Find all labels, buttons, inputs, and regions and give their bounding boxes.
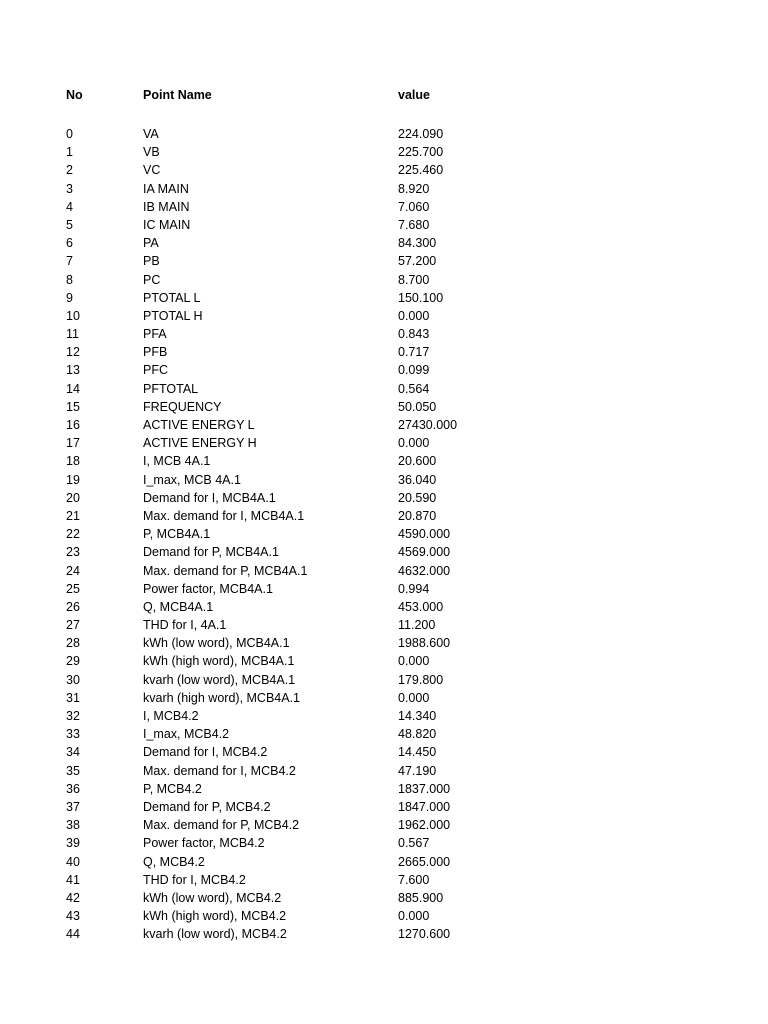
row-number: 2 bbox=[66, 163, 73, 178]
table-header bbox=[0, 86, 768, 104]
row-number: 26 bbox=[66, 599, 80, 614]
table-row bbox=[0, 671, 768, 689]
row-number: 29 bbox=[66, 654, 80, 669]
point-name: IC MAIN bbox=[143, 217, 191, 232]
point-value: 0.564 bbox=[398, 381, 430, 396]
point-name: VA bbox=[143, 127, 159, 141]
table-row bbox=[0, 907, 768, 925]
row-number: 1 bbox=[66, 145, 73, 160]
row-number: 30 bbox=[66, 672, 80, 687]
table-row bbox=[0, 307, 768, 325]
point-name: Max. demand for P, MCB4.2 bbox=[143, 818, 300, 833]
point-name: Demand for P, MCB4.2 bbox=[143, 799, 271, 814]
row-number: 41 bbox=[66, 872, 80, 887]
point-value: 20.600 bbox=[398, 454, 437, 469]
table-row bbox=[0, 434, 768, 452]
point-value: 4569.000 bbox=[398, 545, 451, 560]
point-name: Demand for I, MCB4.2 bbox=[143, 745, 268, 760]
point-value: 0.000 bbox=[398, 654, 430, 669]
point-name: ACTIVE ENERGY L bbox=[143, 418, 255, 432]
point-value: 7.680 bbox=[398, 217, 430, 232]
row-number: 19 bbox=[66, 472, 80, 487]
table-row bbox=[0, 416, 768, 434]
table-row bbox=[0, 234, 768, 252]
point-name: Max. demand for I, MCB4A.1 bbox=[143, 508, 305, 523]
point-value: 224.090 bbox=[398, 127, 444, 141]
point-name: I, MCB4.2 bbox=[143, 709, 199, 723]
point-value: 50.050 bbox=[398, 399, 437, 414]
row-number: 20 bbox=[66, 490, 80, 505]
row-number: 4 bbox=[66, 199, 73, 214]
point-name: VB bbox=[143, 145, 160, 160]
point-name: P, MCB4.2 bbox=[143, 781, 202, 796]
row-number: 32 bbox=[66, 709, 80, 723]
row-number: 23 bbox=[66, 545, 80, 560]
row-number: 27 bbox=[66, 618, 80, 633]
point-name: Power factor, MCB4A.1 bbox=[143, 581, 273, 596]
point-name: PTOTAL H bbox=[143, 308, 203, 323]
row-number: 15 bbox=[66, 399, 80, 414]
point-name: THD for I, 4A.1 bbox=[143, 618, 227, 633]
row-number: 10 bbox=[66, 308, 80, 323]
point-value: 84.300 bbox=[398, 236, 437, 251]
point-value: 7.060 bbox=[398, 199, 430, 214]
row-number: 37 bbox=[66, 799, 80, 814]
point-name: Demand for I, MCB4A.1 bbox=[143, 490, 276, 505]
row-number: 33 bbox=[66, 727, 80, 742]
point-value: 14.340 bbox=[398, 709, 437, 723]
table-row bbox=[0, 616, 768, 634]
point-value: 8.920 bbox=[398, 181, 430, 196]
row-number: 21 bbox=[66, 508, 80, 523]
point-value: 885.900 bbox=[398, 890, 444, 905]
point-name: PC bbox=[143, 272, 161, 287]
point-value: 4590.000 bbox=[398, 527, 451, 542]
header-no: No bbox=[66, 88, 83, 102]
point-value: 1847.000 bbox=[398, 799, 451, 814]
table-row bbox=[0, 161, 768, 179]
point-value: 14.450 bbox=[398, 745, 437, 760]
table-row bbox=[0, 725, 768, 743]
table-row bbox=[0, 252, 768, 270]
table-row bbox=[0, 853, 768, 871]
point-value: 179.800 bbox=[398, 672, 444, 687]
point-value: 47.190 bbox=[398, 763, 437, 778]
row-number: 22 bbox=[66, 527, 80, 542]
point-value: 7.600 bbox=[398, 872, 430, 887]
table-body bbox=[0, 125, 768, 943]
point-value: 8.700 bbox=[398, 272, 430, 287]
point-name: PFTOTAL bbox=[143, 381, 199, 396]
table-row bbox=[0, 325, 768, 343]
row-number: 44 bbox=[66, 927, 80, 942]
point-name: FREQUENCY bbox=[143, 399, 222, 414]
point-name: Q, MCB4A.1 bbox=[143, 599, 214, 614]
point-name: PFB bbox=[143, 345, 168, 360]
row-number: 14 bbox=[66, 381, 80, 396]
table-row bbox=[0, 834, 768, 852]
point-value: 225.700 bbox=[398, 145, 444, 160]
point-name: kWh (low word), MCB4.2 bbox=[143, 890, 282, 905]
point-value: 57.200 bbox=[398, 254, 437, 269]
point-name: PFC bbox=[143, 363, 168, 378]
point-value: 0.994 bbox=[398, 581, 430, 596]
point-name: THD for I, MCB4.2 bbox=[143, 872, 246, 887]
point-name: IB MAIN bbox=[143, 199, 190, 214]
table-row bbox=[0, 816, 768, 834]
point-name: VC bbox=[143, 163, 161, 178]
point-name: Demand for P, MCB4A.1 bbox=[143, 545, 279, 560]
table-row bbox=[0, 743, 768, 761]
point-name: kWh (high word), MCB4A.1 bbox=[143, 654, 295, 669]
row-number: 12 bbox=[66, 345, 80, 360]
row-number: 5 bbox=[66, 217, 73, 232]
table-row bbox=[0, 871, 768, 889]
point-name: Power factor, MCB4.2 bbox=[143, 836, 265, 851]
point-value: 1837.000 bbox=[398, 781, 451, 796]
table-row bbox=[0, 216, 768, 234]
row-number: 39 bbox=[66, 836, 80, 851]
point-value: 1270.600 bbox=[398, 927, 451, 942]
point-value: 1962.000 bbox=[398, 818, 451, 833]
table-row bbox=[0, 762, 768, 780]
row-number: 9 bbox=[66, 290, 73, 305]
point-value: 0.000 bbox=[398, 308, 430, 323]
point-value: 27430.000 bbox=[398, 418, 458, 432]
point-value: 0.717 bbox=[398, 345, 430, 360]
row-number: 25 bbox=[66, 581, 80, 596]
row-number: 18 bbox=[66, 454, 80, 469]
row-number: 8 bbox=[66, 272, 73, 287]
point-value: 0.567 bbox=[398, 836, 430, 851]
table-row bbox=[0, 198, 768, 216]
table-row bbox=[0, 798, 768, 816]
table-row bbox=[0, 398, 768, 416]
point-name: Q, MCB4.2 bbox=[143, 854, 205, 869]
table-row bbox=[0, 343, 768, 361]
row-number: 31 bbox=[66, 690, 80, 705]
point-name: I_max, MCB 4A.1 bbox=[143, 472, 241, 487]
point-name: Max. demand for I, MCB4.2 bbox=[143, 763, 296, 778]
point-name: kvarh (high word), MCB4A.1 bbox=[143, 690, 301, 705]
table-row bbox=[0, 598, 768, 616]
table-row bbox=[0, 180, 768, 198]
point-value: 48.820 bbox=[398, 727, 437, 742]
point-value: 0.099 bbox=[398, 363, 430, 378]
point-name: Max. demand for P, MCB4A.1 bbox=[143, 563, 308, 578]
table-row bbox=[0, 361, 768, 379]
table-row bbox=[0, 452, 768, 470]
point-name: PTOTAL L bbox=[143, 290, 201, 305]
point-value: 0.000 bbox=[398, 690, 430, 705]
point-value: 0.000 bbox=[398, 909, 430, 924]
header-point-name: Point Name bbox=[143, 88, 212, 102]
point-value: 2665.000 bbox=[398, 854, 451, 869]
point-name: kWh (low word), MCB4A.1 bbox=[143, 636, 290, 651]
row-number: 28 bbox=[66, 636, 80, 651]
point-name: P, MCB4A.1 bbox=[143, 527, 211, 542]
row-number: 6 bbox=[66, 236, 73, 251]
table-row bbox=[0, 689, 768, 707]
table-row bbox=[0, 143, 768, 161]
table-row bbox=[0, 652, 768, 670]
point-value: 453.000 bbox=[398, 599, 444, 614]
row-number: 35 bbox=[66, 763, 80, 778]
row-number: 0 bbox=[66, 127, 73, 141]
table-row bbox=[0, 489, 768, 507]
table-row bbox=[0, 634, 768, 652]
row-number: 16 bbox=[66, 418, 80, 432]
table-row bbox=[0, 889, 768, 907]
table-row bbox=[0, 562, 768, 580]
point-value: 20.870 bbox=[398, 508, 437, 523]
table-row bbox=[0, 543, 768, 561]
table-row bbox=[0, 289, 768, 307]
point-value: 36.040 bbox=[398, 472, 437, 487]
table-row bbox=[0, 707, 768, 725]
point-name: IA MAIN bbox=[143, 181, 189, 196]
row-number: 36 bbox=[66, 781, 80, 796]
row-number: 7 bbox=[66, 254, 73, 269]
point-name: kWh (high word), MCB4.2 bbox=[143, 909, 287, 924]
row-number: 13 bbox=[66, 363, 80, 378]
point-value: 1988.600 bbox=[398, 636, 451, 651]
row-number: 40 bbox=[66, 854, 80, 869]
table-row bbox=[0, 507, 768, 525]
row-number: 17 bbox=[66, 436, 80, 451]
table-row bbox=[0, 125, 768, 143]
table-row bbox=[0, 380, 768, 398]
table-row bbox=[0, 780, 768, 798]
row-number: 42 bbox=[66, 890, 80, 905]
row-number: 24 bbox=[66, 563, 80, 578]
table-row bbox=[0, 525, 768, 543]
table-row bbox=[0, 580, 768, 598]
header-value: value bbox=[398, 88, 430, 102]
row-number: 43 bbox=[66, 909, 80, 924]
point-name: I, MCB 4A.1 bbox=[143, 454, 211, 469]
point-name: ACTIVE ENERGY H bbox=[143, 436, 257, 451]
table-row bbox=[0, 471, 768, 489]
point-name: kvarh (low word), MCB4A.1 bbox=[143, 672, 296, 687]
row-number: 38 bbox=[66, 818, 80, 833]
point-value: 11.200 bbox=[398, 618, 436, 633]
row-number: 34 bbox=[66, 745, 80, 760]
point-name: I_max, MCB4.2 bbox=[143, 727, 230, 742]
point-value: 150.100 bbox=[398, 290, 444, 305]
point-name: kvarh (low word), MCB4.2 bbox=[143, 927, 287, 942]
point-value: 20.590 bbox=[398, 490, 437, 505]
row-number: 3 bbox=[66, 181, 73, 196]
point-name: PA bbox=[143, 236, 159, 251]
table-row bbox=[0, 271, 768, 289]
point-value: 4632.000 bbox=[398, 563, 451, 578]
point-value: 225.460 bbox=[398, 163, 444, 178]
point-value: 0.843 bbox=[398, 327, 430, 342]
point-name: PFA bbox=[143, 327, 167, 342]
table-row bbox=[0, 925, 768, 943]
point-value: 0.000 bbox=[398, 436, 430, 451]
point-name: PB bbox=[143, 254, 160, 269]
row-number: 11 bbox=[66, 327, 79, 342]
